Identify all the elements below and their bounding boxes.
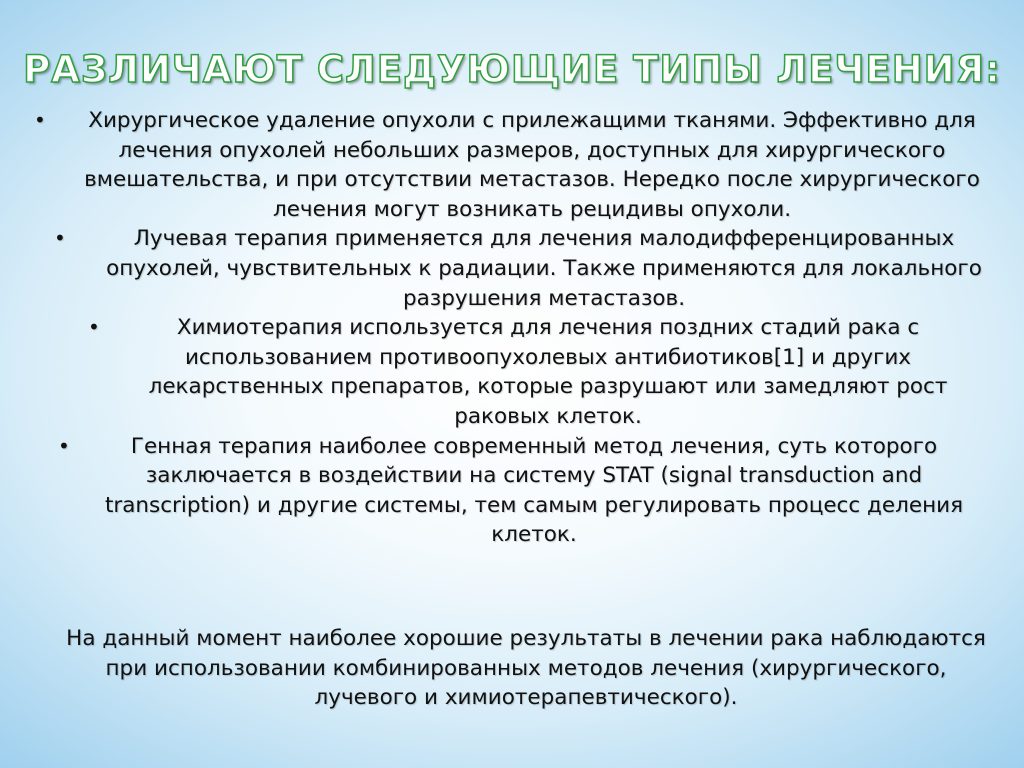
summary-text: На данный момент наиболее хорошие результаты в лечении рака наблюдаются при использовании комбинированных методов лечения (хирургического, лучевого и химиотерапевтического).: [66, 626, 986, 711]
list-item-text: Лучевая терапия применяется для лечения малодифференцированных опухолей, чувствительных к радиации. Также применяются для локального разрушения метастазов.: [106, 226, 982, 311]
list-item: [28, 106, 996, 224]
list-item: [28, 313, 996, 431]
list-item-text: Хирургическое удаление опухоли с прилежащими тканями. Эффективно для лечения опухолей небольших размеров, доступных для хирургического вмешательства, и при отсутствии метастазов. Нередко после хирургического лечения могут возникать рецидивы опухоли.: [84, 108, 980, 222]
bullet-icon: •: [54, 226, 66, 251]
list-item: [28, 432, 996, 550]
treatment-list: [28, 106, 996, 550]
slide-title: РАЗЛИЧАЮТ СЛЕДУЮЩИЕ ТИПЫ ЛЕЧЕНИЯ:: [23, 48, 1001, 91]
bullet-icon: •: [34, 108, 46, 132]
bullet-icon: •: [58, 433, 70, 458]
list-item-text: Химиотерапия используется для лечения поздних стадий рака с использованием противоопухолевых антибиотиков[1] и других лекарственных препаратов, которые разрушают или замедляют рост раковых клеток.: [148, 315, 948, 429]
list-item-text: Генная терапия наиболее современный метод лечения, суть которого заключается в воздействии на систему STAT (signal transduction and transcription) и другие системы, тем самым регулировать процесс деления клеток.: [104, 433, 964, 548]
list-item: [28, 224, 996, 313]
bullet-icon: •: [88, 315, 100, 340]
